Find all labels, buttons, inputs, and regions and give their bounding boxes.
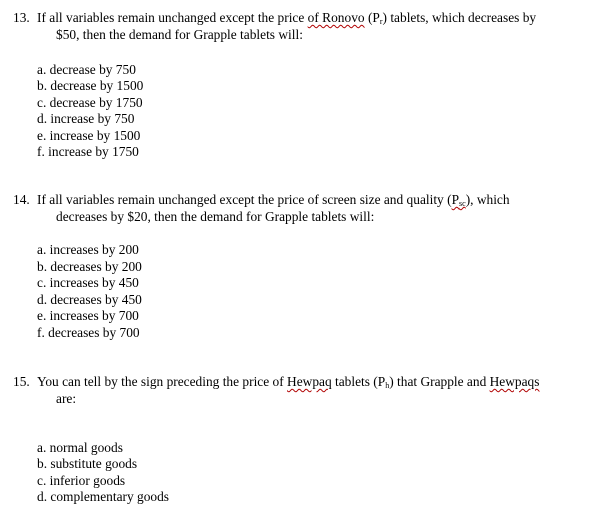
question-number: 15. — [13, 374, 30, 389]
answer-option: b. substitute goods — [37, 456, 138, 471]
question-text-continued: are: — [56, 391, 77, 406]
answer-option: f. increase by 1750 — [37, 144, 139, 159]
answer-option: c. increases by 450 — [37, 275, 139, 290]
question-text: If all variables remain unchanged except the price of Ronovo $(P_r)$ tablets, which decreases by — [37, 10, 537, 26]
answer-option: a. decrease by 750 — [37, 62, 136, 77]
answer-option: c. decrease by 1750 — [37, 95, 143, 110]
answer-option: c. inferior goods — [37, 473, 126, 488]
answer-option: e. increase by 1500 — [37, 128, 141, 143]
question-number: 14. — [13, 192, 30, 207]
spell-flagged-word: $P_{sc}$ — [451, 192, 466, 208]
question-text-continued: $50, then the demand for Grapple tablets will: — [56, 27, 303, 42]
question-text: You can tell by the sign preceding the price of Hewpaq tablets $(P_h)$ that Grapple and Hewpaqs — [37, 374, 540, 390]
question-text-continued: decreases by $20, then the demand for Grapple tablets will: — [56, 209, 375, 224]
question-text: If all variables remain unchanged except the price of screen size and quality $(P_{sc})$, which — [37, 192, 510, 208]
question-number: 13. — [13, 10, 30, 25]
answer-option: d. decreases by 450 — [37, 292, 142, 307]
answer-option: a. normal goods — [37, 440, 123, 455]
answer-option: b. decrease by 1500 — [37, 78, 144, 93]
answer-option: d. complementary goods — [37, 489, 170, 504]
spell-flagged-word: Hewpaqs — [489, 374, 540, 389]
answer-option: f. decreases by 700 — [37, 325, 140, 340]
answer-option: a. increases by 200 — [37, 242, 139, 257]
answer-option: b. decreases by 200 — [37, 259, 142, 274]
answer-option: d. increase by 750 — [37, 111, 135, 126]
spell-flagged-word: Hewpaq — [287, 374, 332, 389]
answer-option: e. increases by 700 — [37, 308, 139, 323]
spell-flagged-word: of Ronovo — [307, 10, 365, 25]
